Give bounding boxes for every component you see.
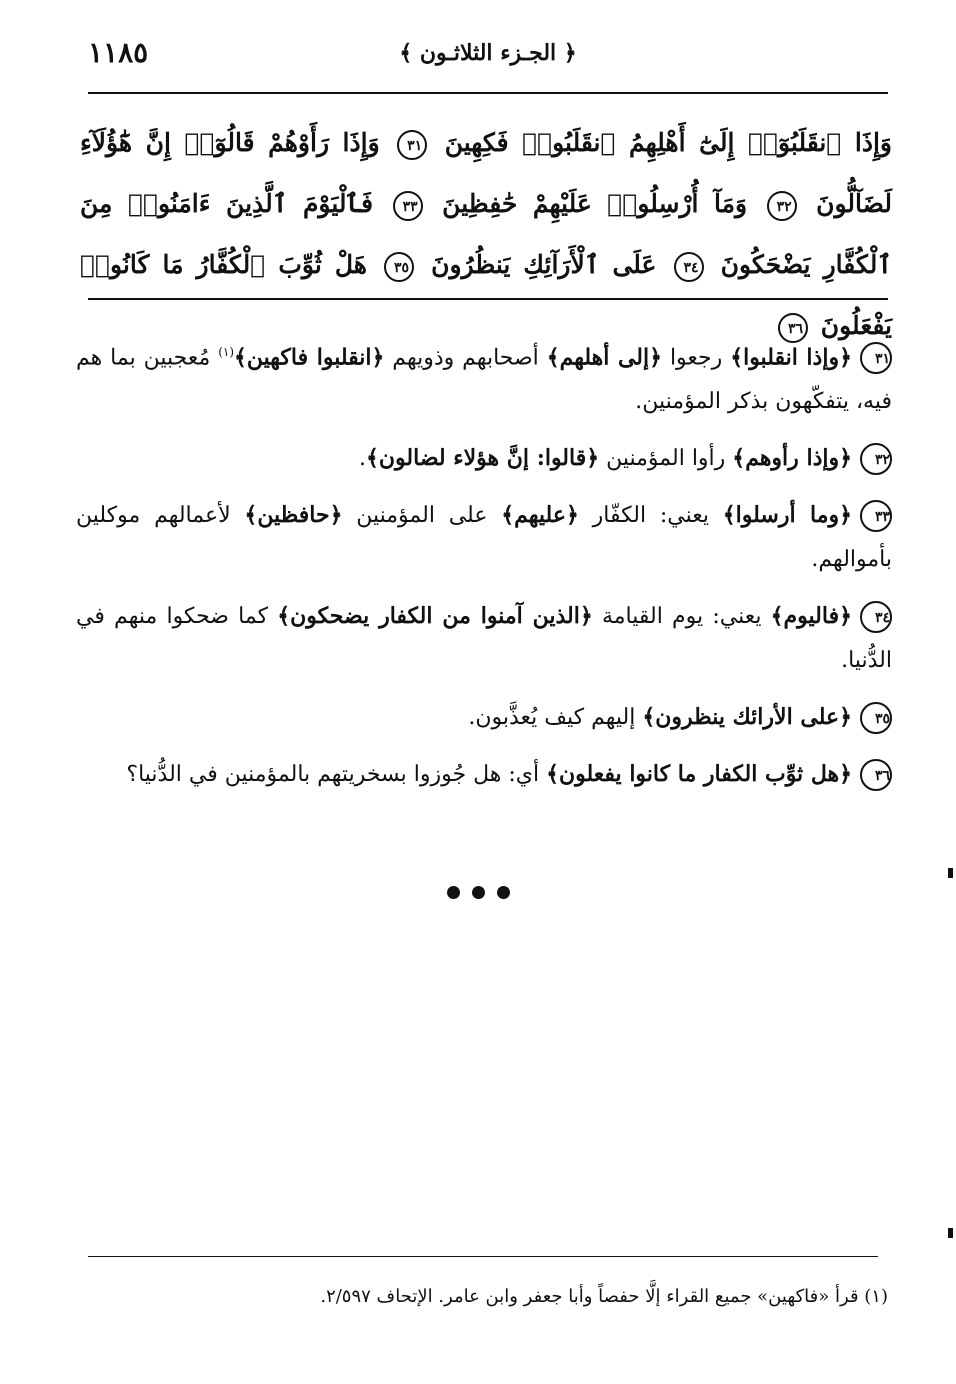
commentary-text: لأعمالهم موكلين بأموالهم. xyxy=(76,503,892,573)
commentary-entry xyxy=(76,436,892,481)
quoted-verse-phrase: ﴿وإذا رأوهم﴾ xyxy=(732,445,852,472)
commentary-entry xyxy=(76,330,892,424)
quoted-verse-phrase: ﴿الذين آمنوا من الكفار يضحكون﴾ xyxy=(277,603,593,630)
commentary-entry xyxy=(76,752,892,797)
footnote-text: قرأ «فاكهين» جميع القراء إلَّا حفصاً وأبا جعفر وابن عامر. الإتحاف ٢/٥٩٧. xyxy=(320,1286,865,1307)
ornament-dot xyxy=(472,886,485,899)
footnote-reference: (١) xyxy=(218,345,235,359)
quoted-verse-phrase: ﴿قالوا: إنَّ هؤلاء لضالون﴾ xyxy=(366,445,600,472)
quoted-verse-phrase: ﴿على الأرائك ينظرون﴾ xyxy=(642,704,852,731)
commentary-text: . xyxy=(359,446,366,472)
commentary-text: يعني: الكفّار xyxy=(578,503,723,529)
quoted-verse-phrase: ﴿فاليوم﴾ xyxy=(770,603,852,630)
ornament-dot xyxy=(497,886,510,899)
commentary-entry xyxy=(76,695,892,740)
page-header xyxy=(88,30,888,80)
verse-number-badge: ٣١ xyxy=(860,342,892,374)
ayah-number-marker: ٣٢ xyxy=(767,191,797,221)
commentary-text: أصحابهم وذويهم xyxy=(384,345,547,371)
quoted-verse-phrase: ﴿وإذا انقلبوا﴾ xyxy=(730,344,852,371)
footnote-rule xyxy=(88,1256,878,1257)
commentary-text: رجعوا xyxy=(662,345,731,371)
quran-verse-text: عَلَى ٱلْأَرَآئِكِ يَنظُرُونَ xyxy=(431,250,657,279)
verse-number-badge: ٣٦ xyxy=(860,759,892,791)
verse-number-badge: ٣٥ xyxy=(860,702,892,734)
commentary-text: كما ضحكوا منهم في الدُّنيا. xyxy=(76,604,892,674)
ayah-number-marker: ٣١ xyxy=(397,130,427,160)
commentary-text: على المؤمنين xyxy=(342,503,502,529)
commentary-block xyxy=(76,330,892,809)
quoted-verse-phrase: ﴿إلى أهلهم﴾ xyxy=(546,344,663,371)
edge-mark xyxy=(948,1228,953,1238)
quran-verse-text: وَإِذَا رَأَوْهُمْ قَالُوٓا۟ إِنَّ هَٰٓؤُلَآءِ لَضَآلُّونَ xyxy=(80,128,892,218)
commentary-text: يعني: يوم القيامة xyxy=(592,604,771,630)
quoted-verse-phrase: ﴿عليهم﴾ xyxy=(501,502,579,529)
page-number: ١١٨٥ xyxy=(88,36,149,69)
quran-verse-text: فَٱلْيَوْمَ ٱلَّذِينَ ءَامَنُوا۟ مِنَ ٱلْكُفَّارِ يَضْحَكُونَ xyxy=(80,189,892,279)
running-head: ﴿ الجـزء الثلاثـون ﴾ xyxy=(399,40,577,66)
ayah-number-marker: ٣٥ xyxy=(384,252,414,282)
quoted-verse-phrase: ﴿انقلبوا فاكهين﴾ xyxy=(234,344,385,371)
edge-mark xyxy=(948,868,953,878)
commentary-text: مُعجبين بما هم فيه، يتفكّهون بذكر المؤمنين. xyxy=(76,345,892,415)
quoted-verse-phrase: ﴿هل ثوِّب الكفار ما كانوا يفعلون﴾ xyxy=(546,761,852,788)
commentary-text: إليهم كيف يُعذَّبون. xyxy=(468,705,643,731)
footnote xyxy=(200,1286,888,1307)
verse-number-badge: ٣٤ xyxy=(860,601,892,633)
verse-number-badge: ٣٢ xyxy=(860,443,892,475)
header-rule xyxy=(88,92,888,94)
ayah-number-marker: ٣٣ xyxy=(393,191,423,221)
footnote-marker: (١) xyxy=(864,1286,888,1307)
quran-text-block xyxy=(80,112,892,356)
commentary-text: رأوا المؤمنين xyxy=(599,446,733,472)
verse-number-badge: ٣٣ xyxy=(860,500,892,532)
commentary-entry xyxy=(76,594,892,683)
commentary-text: أي: هل جُوزوا بسخريتهم بالمؤمنين في الدُّنيا؟ xyxy=(126,762,547,788)
quran-verse-text: وَمَآ أُرْسِلُوا۟ عَلَيْهِمْ حَٰفِظِينَ xyxy=(442,189,748,218)
quoted-verse-phrase: ﴿وما أرسلوا﴾ xyxy=(722,502,853,529)
commentary-entry xyxy=(76,493,892,582)
ayah-number-marker: ٣٤ xyxy=(674,252,704,282)
section-end-ornament xyxy=(0,884,956,903)
quran-rule xyxy=(88,298,888,300)
ayah-number-marker: ٣٦ xyxy=(778,313,808,343)
ornament-dot xyxy=(447,886,460,899)
quran-verse-text: وَإِذَا ٱنقَلَبُوٓا۟ إِلَىٰٓ أَهْلِهِمُ ٱنقَلَبُوا۟ فَكِهِينَ xyxy=(444,128,892,157)
quran-verse-text: هَلْ ثُوِّبَ ٱلْكُفَّارُ مَا كَانُوا۟ يَفْعَلُونَ xyxy=(80,250,892,340)
quoted-verse-phrase: ﴿حافظين﴾ xyxy=(244,502,343,529)
